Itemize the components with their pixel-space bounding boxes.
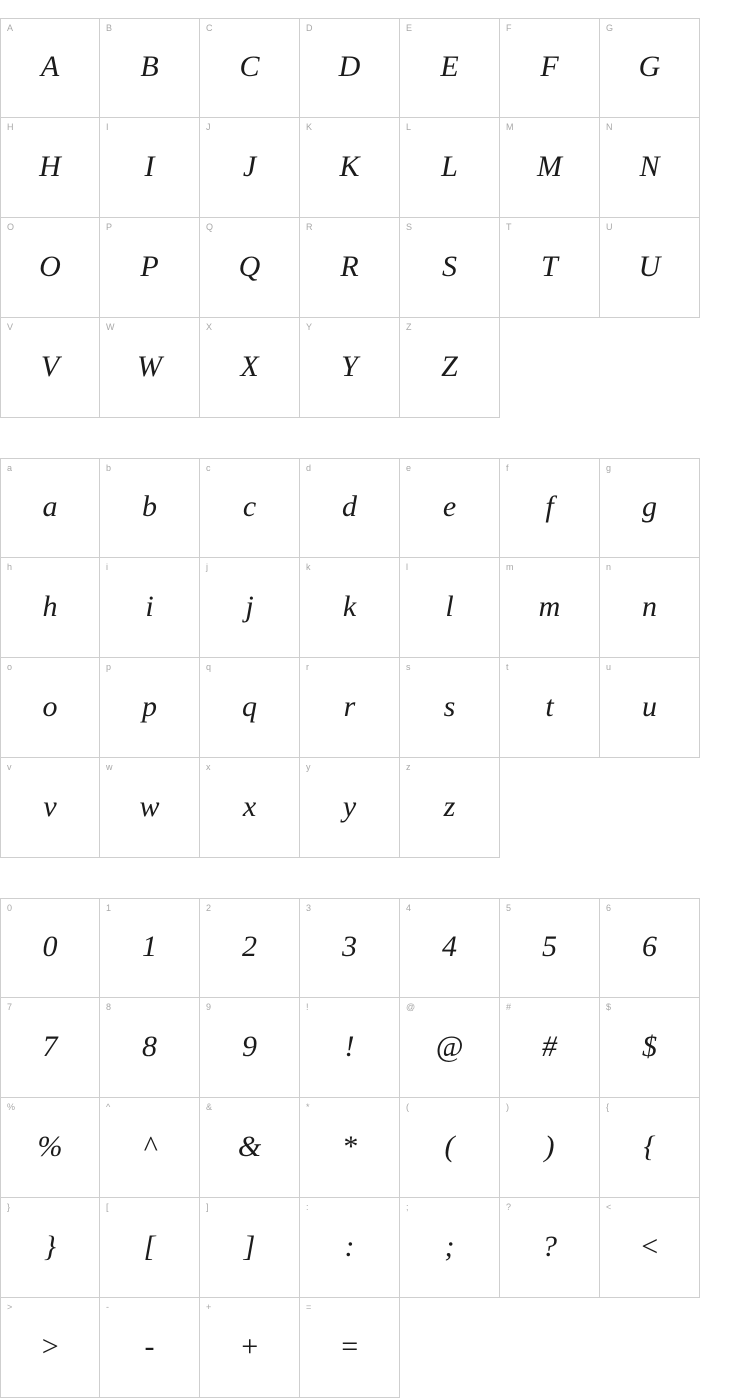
glyph-cell[interactable] — [400, 18, 500, 118]
glyph-sample: o — [42, 689, 58, 723]
glyph-code: B — [106, 23, 113, 33]
glyph-code: ? — [506, 1202, 512, 1212]
glyph-code: 4 — [406, 903, 412, 913]
glyph-sample: [ — [143, 1229, 156, 1263]
glyph-code: j — [206, 562, 208, 572]
glyph-grid-uppercase — [0, 18, 740, 418]
glyph-cell[interactable] — [0, 458, 100, 558]
glyph-sample: { — [643, 1129, 656, 1163]
glyph-sample: # — [542, 1029, 557, 1063]
glyph-cell[interactable] — [400, 998, 500, 1098]
glyph-sample: & — [237, 1129, 262, 1163]
block-spacer — [0, 858, 740, 898]
glyph-cell[interactable] — [300, 18, 400, 118]
glyph-sample: : — [344, 1229, 355, 1263]
glyph-code: N — [606, 122, 613, 132]
glyph-code: ^ — [106, 1102, 111, 1112]
glyph-sample: y — [342, 789, 357, 823]
glyph-row — [0, 458, 740, 558]
glyph-cell[interactable] — [0, 318, 100, 418]
glyph-sample: E — [440, 50, 459, 83]
glyph-cell[interactable] — [400, 898, 500, 998]
glyph-sample: J — [242, 149, 257, 183]
glyph-cell[interactable] — [100, 658, 200, 758]
glyph-cell[interactable] — [600, 18, 700, 118]
glyph-cell[interactable] — [0, 758, 100, 858]
glyph-sample: j — [245, 589, 254, 623]
glyph-cell[interactable] — [200, 118, 300, 218]
glyph-code: u — [606, 662, 612, 672]
glyph-cell[interactable] — [200, 558, 300, 658]
glyph-code: S — [406, 222, 413, 232]
glyph-cell[interactable] — [600, 118, 700, 218]
glyph-sample: 1 — [142, 930, 157, 963]
glyph-cell[interactable] — [300, 1098, 400, 1198]
glyph-code: H — [7, 122, 14, 132]
glyph-code: 7 — [7, 1002, 13, 1012]
glyph-sample: ? — [542, 1229, 557, 1263]
glyph-row — [0, 558, 740, 658]
glyph-sample: $ — [642, 1029, 657, 1063]
glyph-sample: C — [239, 50, 260, 83]
glyph-code: f — [506, 463, 509, 473]
glyph-cell[interactable] — [500, 998, 600, 1098]
glyph-cell[interactable] — [200, 1198, 300, 1298]
glyph-row — [0, 218, 740, 318]
glyph-sample: = — [339, 1329, 360, 1363]
glyph-block-digits-and-symbols — [0, 898, 740, 1398]
glyph-row — [0, 898, 740, 998]
glyph-code: y — [306, 762, 311, 772]
glyph-code: R — [306, 222, 313, 232]
glyph-code: m — [506, 562, 514, 572]
glyph-sample: l — [445, 589, 454, 623]
glyph-sample: w — [139, 789, 160, 823]
glyph-code: Z — [406, 322, 412, 332]
glyph-code: { — [606, 1102, 610, 1112]
glyph-sample: O — [39, 249, 61, 283]
glyph-code: @ — [406, 1002, 416, 1012]
glyph-sample: p — [142, 689, 157, 723]
glyph-code: & — [206, 1102, 213, 1112]
glyph-sample: F — [540, 50, 559, 83]
glyph-cell[interactable] — [0, 118, 100, 218]
glyph-sample: L — [441, 149, 458, 183]
glyph-grid-digits-and-symbols — [0, 898, 740, 1398]
glyph-sample: e — [442, 490, 457, 523]
glyph-cell[interactable] — [100, 1198, 200, 1298]
glyph-sample: * — [342, 1129, 357, 1163]
glyph-code: 3 — [306, 903, 312, 913]
glyph-cell[interactable] — [400, 1098, 500, 1198]
glyph-code: W — [106, 322, 115, 332]
top-spacer — [0, 0, 740, 18]
glyph-code: k — [306, 562, 311, 572]
glyph-sample: ] — [243, 1229, 256, 1263]
glyph-code: l — [406, 562, 408, 572]
glyph-cell[interactable] — [600, 458, 700, 558]
glyph-code: h — [7, 562, 13, 572]
glyph-cell[interactable] — [400, 118, 500, 218]
glyph-cell[interactable] — [0, 1298, 100, 1398]
glyph-code: a — [7, 463, 13, 473]
glyph-sample: k — [342, 589, 357, 623]
glyph-sample: ) — [544, 1129, 555, 1163]
glyph-cell[interactable] — [0, 658, 100, 758]
glyph-sample: A — [40, 50, 60, 83]
glyph-sample: r — [343, 689, 356, 723]
glyph-code: * — [306, 1102, 310, 1112]
glyph-cell[interactable] — [100, 1298, 200, 1398]
glyph-cell[interactable] — [400, 658, 500, 758]
glyph-code: G — [606, 23, 614, 33]
glyph-cell[interactable] — [200, 218, 300, 318]
glyph-cell[interactable] — [300, 658, 400, 758]
glyph-cell[interactable] — [600, 558, 700, 658]
glyph-code: # — [506, 1002, 512, 1012]
glyph-block-lowercase — [0, 458, 740, 858]
glyph-sample: - — [144, 1329, 155, 1363]
glyph-code: i — [106, 562, 108, 572]
glyph-sample: 5 — [542, 930, 557, 963]
glyph-code: X — [206, 322, 213, 332]
glyph-row — [0, 318, 740, 418]
glyph-cell[interactable] — [600, 898, 700, 998]
glyph-cell[interactable] — [200, 658, 300, 758]
glyph-code: r — [306, 662, 309, 672]
glyph-sample: G — [638, 50, 661, 83]
glyph-sample: K — [339, 149, 360, 183]
glyph-code: D — [306, 23, 313, 33]
glyph-sample: ; — [444, 1229, 455, 1263]
glyph-cell[interactable] — [300, 1198, 400, 1298]
glyph-cell[interactable] — [500, 458, 600, 558]
glyph-sample: ^ — [143, 1129, 156, 1163]
glyph-code: > — [7, 1302, 13, 1312]
glyph-sample: 0 — [42, 930, 58, 963]
glyph-cell[interactable] — [500, 218, 600, 318]
glyph-cell[interactable] — [300, 998, 400, 1098]
glyph-row — [0, 758, 740, 858]
glyph-code: A — [7, 23, 14, 33]
glyph-code: L — [406, 122, 412, 132]
glyph-code: P — [106, 222, 113, 232]
glyph-code: x — [206, 762, 211, 772]
glyph-sample: 9 — [242, 1029, 257, 1063]
glyph-cell[interactable] — [300, 318, 400, 418]
glyph-cell[interactable] — [500, 658, 600, 758]
glyph-cell[interactable] — [100, 758, 200, 858]
glyph-cell[interactable] — [0, 1198, 100, 1298]
glyph-sample: U — [638, 249, 661, 283]
glyph-cell[interactable] — [100, 318, 200, 418]
glyph-cell[interactable] — [0, 18, 100, 118]
glyph-sample: X — [240, 349, 259, 383]
glyph-sample: R — [340, 249, 359, 283]
glyph-sample: q — [242, 689, 257, 723]
glyph-cell[interactable] — [500, 118, 600, 218]
glyph-cell[interactable] — [0, 218, 100, 318]
glyph-code: J — [206, 122, 211, 132]
glyph-code: 9 — [206, 1002, 212, 1012]
glyph-sample: 3 — [342, 930, 357, 963]
glyph-sample: V — [40, 349, 60, 383]
glyph-cell[interactable] — [600, 1198, 700, 1298]
glyph-cell[interactable] — [200, 458, 300, 558]
glyph-code: 0 — [7, 903, 13, 913]
glyph-cell[interactable] — [400, 558, 500, 658]
glyph-sample: M — [537, 149, 562, 183]
glyph-cell[interactable] — [500, 18, 600, 118]
glyph-sample: t — [545, 689, 554, 723]
glyph-code: O — [7, 222, 15, 232]
glyph-sample: g — [642, 490, 657, 523]
glyph-code: t — [506, 662, 509, 672]
glyph-code: M — [506, 122, 514, 132]
glyph-code: % — [7, 1102, 16, 1112]
glyph-cell[interactable] — [0, 998, 100, 1098]
glyph-cell[interactable] — [400, 1198, 500, 1298]
glyph-sample: x — [242, 789, 257, 823]
glyph-sample: d — [342, 490, 357, 523]
glyph-cell[interactable] — [400, 218, 500, 318]
glyph-cell[interactable] — [600, 218, 700, 318]
glyph-code: v — [7, 762, 12, 772]
glyph-sample: 7 — [42, 1029, 58, 1063]
glyph-sample: I — [144, 149, 155, 183]
glyph-row — [0, 998, 740, 1098]
glyph-sample: 8 — [142, 1029, 157, 1063]
glyph-row — [0, 118, 740, 218]
glyph-code: 1 — [106, 903, 112, 913]
glyph-code: b — [106, 463, 112, 473]
glyph-code: 6 — [606, 903, 612, 913]
glyph-block-uppercase — [0, 18, 740, 418]
glyph-code: ( — [406, 1102, 409, 1112]
glyph-cell[interactable] — [300, 218, 400, 318]
glyph-cell[interactable] — [100, 558, 200, 658]
glyph-row — [0, 1298, 740, 1398]
glyph-cell[interactable] — [200, 318, 300, 418]
glyph-cell[interactable] — [200, 998, 300, 1098]
glyph-code: $ — [606, 1002, 612, 1012]
glyph-sample: + — [239, 1329, 260, 1363]
glyph-code: 2 — [206, 903, 212, 913]
glyph-sample: ! — [344, 1029, 355, 1063]
glyph-sample: u — [642, 689, 657, 723]
glyph-cell[interactable] — [100, 458, 200, 558]
glyph-code: ] — [206, 1202, 209, 1212]
glyph-code: s — [406, 662, 411, 672]
glyph-code: I — [106, 122, 109, 132]
block-spacer — [0, 418, 740, 458]
glyph-cell[interactable] — [100, 1098, 200, 1198]
glyph-code: + — [206, 1302, 212, 1312]
glyph-code: Y — [306, 322, 313, 332]
glyph-sample: z — [443, 789, 456, 823]
glyph-code: o — [7, 662, 13, 672]
glyph-code: q — [206, 662, 212, 672]
glyph-row — [0, 18, 740, 118]
glyph-cell[interactable] — [200, 1098, 300, 1198]
glyph-cell[interactable] — [100, 898, 200, 998]
glyph-code: - — [106, 1302, 109, 1312]
glyph-code: w — [106, 762, 113, 772]
glyph-sample: % — [37, 1129, 63, 1163]
glyph-cell[interactable] — [500, 1198, 600, 1298]
glyph-cell[interactable] — [100, 118, 200, 218]
glyph-cell[interactable] — [600, 658, 700, 758]
glyph-sample: m — [538, 589, 561, 623]
glyph-cell[interactable] — [200, 18, 300, 118]
glyph-sample: h — [42, 589, 58, 623]
glyph-sample: 2 — [242, 930, 257, 963]
glyph-sample: Q — [238, 249, 261, 283]
glyph-cell[interactable] — [300, 558, 400, 658]
glyph-sample: Z — [441, 349, 458, 383]
glyph-sample: ( — [444, 1129, 455, 1163]
glyph-cell[interactable] — [600, 998, 700, 1098]
glyph-cell[interactable] — [200, 758, 300, 858]
glyph-code: } — [7, 1202, 11, 1212]
glyph-code: : — [306, 1202, 309, 1212]
glyph-cell[interactable] — [0, 898, 100, 998]
glyph-cell[interactable] — [100, 218, 200, 318]
glyph-sample: Y — [341, 349, 358, 383]
glyph-code: e — [406, 463, 412, 473]
glyph-code: T — [506, 222, 512, 232]
glyph-sample: v — [43, 789, 57, 823]
glyph-sample: n — [642, 589, 657, 623]
glyph-sample: c — [242, 490, 257, 523]
glyph-sample: N — [639, 149, 660, 183]
glyph-sample: W — [137, 349, 162, 383]
glyph-sample: P — [140, 249, 159, 283]
glyph-code: ! — [306, 1002, 309, 1012]
glyph-code: V — [7, 322, 14, 332]
glyph-code: C — [206, 23, 213, 33]
glyph-code: E — [406, 23, 413, 33]
glyph-sample: a — [42, 490, 58, 523]
glyph-row — [0, 1198, 740, 1298]
glyph-cell[interactable] — [300, 118, 400, 218]
glyph-sample: S — [442, 249, 457, 283]
glyph-cell[interactable] — [0, 1098, 100, 1198]
glyph-code: U — [606, 222, 613, 232]
glyph-code: c — [206, 463, 211, 473]
glyph-sample: T — [541, 249, 558, 283]
glyph-cell[interactable] — [200, 1298, 300, 1398]
glyph-cell[interactable] — [300, 458, 400, 558]
glyph-cell[interactable] — [400, 318, 500, 418]
glyph-row — [0, 658, 740, 758]
glyph-cell[interactable] — [200, 898, 300, 998]
glyph-code: [ — [106, 1202, 109, 1212]
glyph-sample: @ — [435, 1029, 464, 1063]
glyph-cell[interactable] — [300, 1298, 400, 1398]
glyph-grid-lowercase — [0, 458, 740, 858]
glyph-cell[interactable] — [500, 558, 600, 658]
glyph-code: ; — [406, 1202, 409, 1212]
glyph-sample: < — [639, 1229, 660, 1263]
glyph-cell[interactable] — [500, 898, 600, 998]
glyph-cell[interactable] — [0, 558, 100, 658]
glyph-code: d — [306, 463, 312, 473]
glyph-code: K — [306, 122, 313, 132]
glyph-sample: i — [145, 589, 154, 623]
glyph-cell[interactable] — [400, 458, 500, 558]
glyph-sample: 4 — [442, 930, 457, 963]
glyph-sample: f — [545, 490, 554, 523]
glyph-sample: > — [39, 1329, 61, 1363]
glyph-code: n — [606, 562, 612, 572]
glyph-sample: D — [338, 50, 361, 83]
glyph-sample: b — [142, 490, 157, 523]
glyph-code: 5 — [506, 903, 512, 913]
glyph-cell[interactable] — [100, 18, 200, 118]
glyph-sample: } — [44, 1229, 56, 1263]
glyph-sample: H — [39, 149, 61, 183]
glyph-cell[interactable] — [500, 1098, 600, 1198]
glyph-code: g — [606, 463, 612, 473]
glyph-code: < — [606, 1202, 612, 1212]
glyph-sample: 6 — [642, 930, 657, 963]
glyph-sample: s — [443, 689, 456, 723]
glyph-code: F — [506, 23, 512, 33]
glyph-cell[interactable] — [600, 1098, 700, 1198]
glyph-cell[interactable] — [300, 758, 400, 858]
glyph-code: Q — [206, 222, 214, 232]
glyph-cell[interactable] — [400, 758, 500, 858]
glyph-code: 8 — [106, 1002, 112, 1012]
glyph-code: = — [306, 1302, 312, 1312]
glyph-cell[interactable] — [300, 898, 400, 998]
glyph-cell[interactable] — [100, 998, 200, 1098]
glyph-row — [0, 1098, 740, 1198]
glyph-sample: B — [140, 50, 159, 83]
glyph-code: ) — [506, 1102, 509, 1112]
glyph-code: z — [406, 762, 411, 772]
glyph-code: p — [106, 662, 112, 672]
